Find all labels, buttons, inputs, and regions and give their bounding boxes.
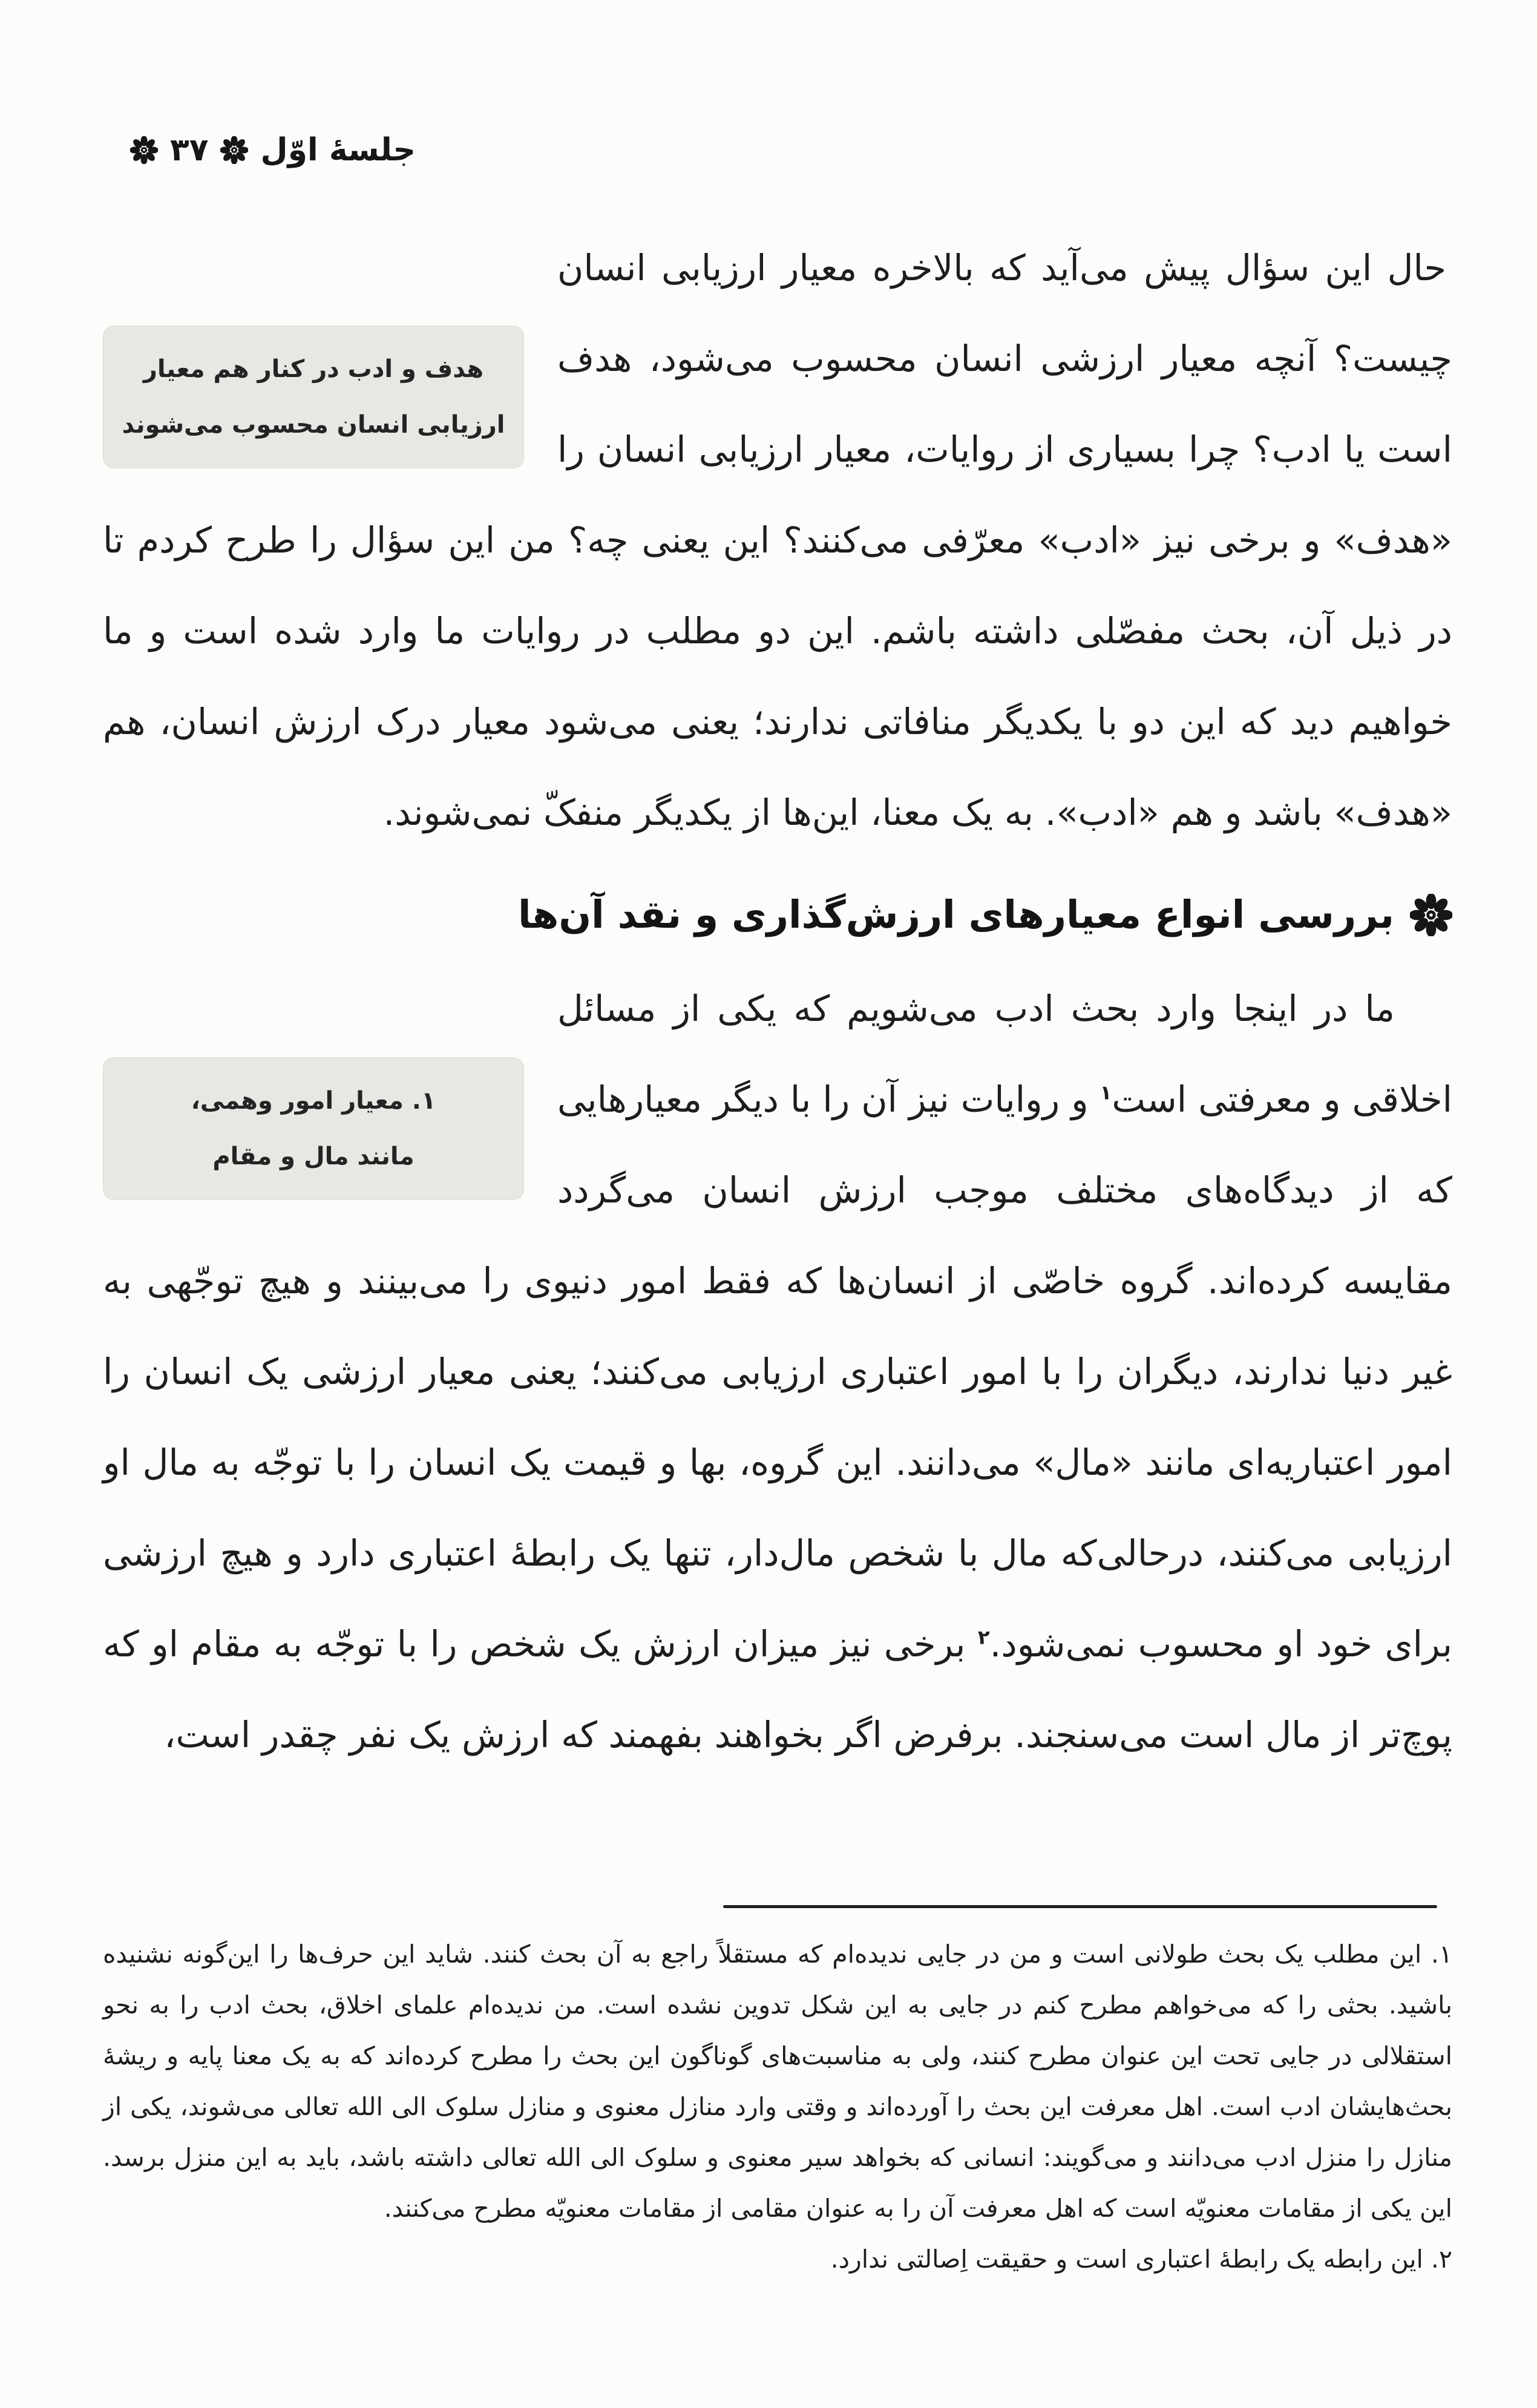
- footnote-ref-2: ۲: [977, 1626, 990, 1649]
- margin-note-line: ۱. معیار امور وهمی،: [191, 1087, 436, 1115]
- flower-ornament-icon: [220, 136, 248, 164]
- paragraph-2-text: برخی نیز میزان ارزش یک شخص را با توجّه به مقام او که پوچ‌تر از مال است می‌سنجند. برفرض اگر بخواهند بفهمند که ارزش یک نفر چقدر است،: [103, 1623, 1452, 1756]
- section-heading: [103, 881, 1452, 949]
- margin-note-line: هدف و ادب در کنار هم معیار: [143, 355, 484, 383]
- body-text: [103, 223, 1452, 1780]
- margin-note-2: [103, 1057, 524, 1200]
- paragraph-2-text: و روایات نیز آن را با دیگر معیارهایی که از دیدگاه‌های مختلف موجب ارزش انسان می‌گردد مقایسه کرده‌اند. گروه خاصّی از انسان‌ها که فقط امور دنیوی را می‌بینند و هیچ توجّهی به غیر دنیا ندارند، دیگران را با امور اعتباری ارزیابی می‌کنند؛ یعنی معیار ارزشی یک انسان را امور اعتباریه‌ای مانند «مال» می‌دانند. این گروه، بها و قیمت یک انسان را با توجّه به مال او ارزیابی می‌کنند، درحالی‌که مال با شخص مال‌دار، تنها یک رابطهٔ اعتباری دارد و هیچ ارزشی برای خود او محسوب نمی‌شود.: [103, 1078, 1452, 1665]
- section-heading-text: بررسی انواع معیارهای ارزش‌گذاری و نقد آن‌ها: [517, 893, 1394, 937]
- section-heading-flower-icon: [1410, 894, 1452, 936]
- footnote-separator: [723, 1905, 1437, 1908]
- margin-note-line: مانند مال و مقام: [212, 1143, 415, 1170]
- paragraph-1: [103, 223, 1452, 858]
- running-header: [130, 132, 416, 168]
- footnote-item: ۱. این مطلب یک بحث طولانی است و من در جایی ندیده‌ام که مستقلاً راجع به آن بحث کنند. شاید این حرف‌ها را این‌گونه نشنیده باشید. بحثی را که می‌خواهم مطرح کنم در جایی به این شکل تدوین نشده است. من ندیده‌ام علمای اخلاق، بحث ادب را به نحو استقلالی در جایی تحت این عنوان مطرح کنند، ولی به مناسبت‌های گوناگون این بحث را مطرح کرده‌اند که به یک معنا پایه و ریشهٔ بحث‌هایشان ادب است. اهل معرفت این بحث را آورده‌اند و وقتی وارد منازل معنوی و منازل سلوک الی الله تعالی می‌شوند، یکی از منازل را منزل ادب می‌دانند و می‌گویند: انسانی که بخواهد سیر معنوی و سلوک الی الله تعالی داشته باشد، باید به این منزل برسد. این یکی از مقامات معنویّه است که اهل معرفت آن را به عنوان مقامی از مقامات معنویّه مطرح می‌کنند.: [103, 1940, 1452, 2223]
- footnote-item: ۲. این رابطه یک رابطهٔ اعتباری است و حقیقت اِصالتی ندارد.: [830, 2245, 1452, 2274]
- paragraph-1-text: حال این سؤال پیش می‌آید که بالاخره معیار ارزیابی انسان چیست؟ آنچه معیار ارزشی انسان محسوب می‌شود، هدف است یا ادب؟ چرا بسیاری از روایات، معیار ارزیابی انسان را «هدف» و برخی نیز «ادب» معرّفی می‌کنند؟ این یعنی چه؟ من این سؤال را طرح کردم تا در ذیل آن، بحث مفصّلی داشته باشم. این دو مطلب در روایات ما وارد شده است و ما خواهیم دید که این دو با یکدیگر منافاتی ندارند؛ یعنی می‌شود معیار درک ارزش انسان، هم «هدف» باشد و هم «ادب». به یک معنا، این‌ها از یکدیگر منفکّ نمی‌شوند.: [103, 247, 1452, 833]
- paragraph-2-text: ما در اینجا وارد بحث ادب می‌شویم که یکی از مسائل اخلاقی و معرفتی است: [557, 988, 1452, 1120]
- footnote-ref-1: ۱: [1099, 1081, 1112, 1104]
- margin-note-line: ارزیابی انسان محسوب می‌شوند: [122, 411, 505, 439]
- page-number: ۳۷: [170, 132, 209, 168]
- chapter-title: جلسهٔ اوّل: [260, 132, 416, 168]
- flower-ornament-icon: [130, 136, 158, 164]
- paragraph-2: [103, 963, 1452, 1780]
- footnotes-section: [103, 1905, 1452, 2285]
- margin-note-1: [103, 326, 524, 468]
